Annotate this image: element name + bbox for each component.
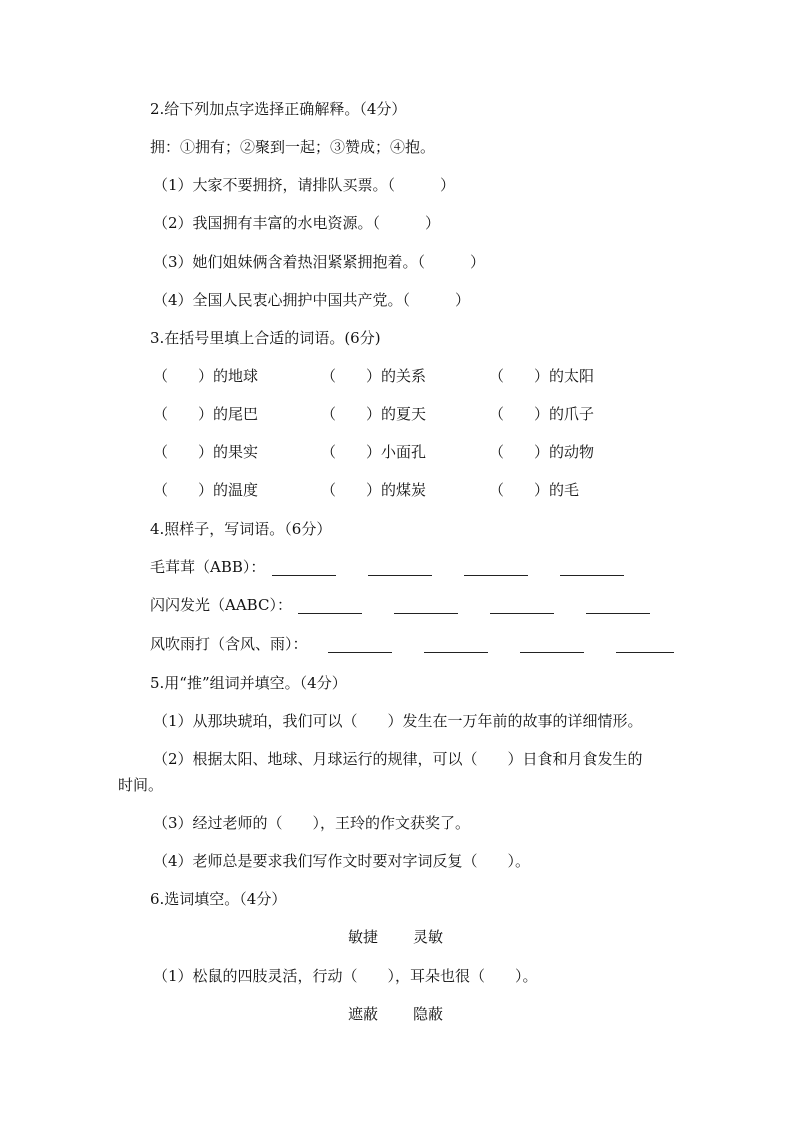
q3-cell: （ ）的关系 [321, 367, 427, 385]
q3-cell: （ ）的果实 [153, 443, 259, 461]
q3-title: 3.在括号里填上合适的词语。(6分) [150, 329, 381, 347]
q6-word-option: 敏捷 [348, 928, 379, 946]
q6-item-1: （1）松鼠的四肢灵活，行动（ ），耳朵也很（ ）。 [153, 967, 538, 985]
answer-blank[interactable] [616, 638, 674, 653]
answer-blank[interactable] [490, 599, 554, 614]
q5-title: 5.用“推”组词并填空。（4分） [150, 674, 347, 692]
q6-word-option: 遮蔽 [348, 1005, 379, 1023]
q3-cell: （ ）的太阳 [489, 367, 595, 385]
q3-cell: （ ）的夏天 [321, 405, 427, 423]
answer-blank[interactable] [464, 561, 528, 576]
q2-definitions: 拥：①拥有；②聚到一起；③赞成；④抱。 [150, 138, 436, 156]
q3-cell: （ ）的爪子 [489, 405, 595, 423]
answer-blank[interactable] [424, 638, 488, 653]
q4-prompt: 闪闪发光（AABC）： [150, 596, 292, 614]
q5-item-1: （1）从那块琥珀，我们可以（ ）发生在一万年前的故事的详细情形。 [153, 712, 643, 730]
answer-blank[interactable] [520, 638, 584, 653]
q2-title: 2.给下列加点字选择正确解释。（4分） [150, 100, 407, 118]
q3-cell: （ ）的温度 [153, 481, 259, 499]
q6-word-option: 灵敏 [413, 928, 444, 946]
q5-item-3: （3）经过老师的（ ），王玲的作文获奖了。 [153, 814, 471, 832]
q2-item-4: （4）全国人民衷心拥护中国共产党。（ ） [153, 291, 471, 309]
answer-blank[interactable] [586, 599, 650, 614]
q4-line-2 [150, 595, 292, 615]
q2-item-2: （2）我国拥有丰富的水电资源。（ ） [153, 214, 441, 232]
q5-item-2-cont: 时间。 [118, 776, 164, 794]
answer-blank[interactable] [560, 561, 624, 576]
q5-item-4: （4）老师总是要求我们写作文时要对字词反复（ ）。 [153, 852, 531, 870]
answer-blank[interactable] [394, 599, 458, 614]
q4-line-3 [150, 634, 308, 654]
answer-blank[interactable] [368, 561, 432, 576]
q6-title: 6.选词填空。（4分） [150, 890, 287, 908]
answer-blank[interactable] [328, 638, 392, 653]
q4-prompt: 毛茸茸（ABB）： [150, 558, 266, 576]
answer-blank[interactable] [272, 561, 336, 576]
q4-title: 4.照样子，写词语。（6分） [150, 520, 332, 538]
q2-item-3: （3）她们姐妹俩含着热泪紧紧拥抱着。（ ） [153, 253, 486, 271]
q3-cell: （ ）的毛 [489, 481, 580, 499]
q3-cell: （ ）小面孔 [321, 443, 427, 461]
q4-line-1 [150, 557, 265, 577]
q5-item-2: （2）根据太阳、地球、月球运行的规律，可以（ ）日食和月食发生的 [153, 750, 643, 768]
q3-cell: （ ）的尾巴 [153, 405, 259, 423]
q6-word-option: 隐蔽 [413, 1005, 444, 1023]
answer-blank[interactable] [298, 599, 362, 614]
q4-prompt: 风吹雨打（含风、雨）： [150, 635, 308, 653]
q2-item-1: （1）大家不要拥挤，请排队买票。（ ） [153, 176, 456, 194]
q3-cell: （ ）的煤炭 [321, 481, 427, 499]
q3-cell: （ ）的地球 [153, 367, 259, 385]
q3-cell: （ ）的动物 [489, 443, 595, 461]
